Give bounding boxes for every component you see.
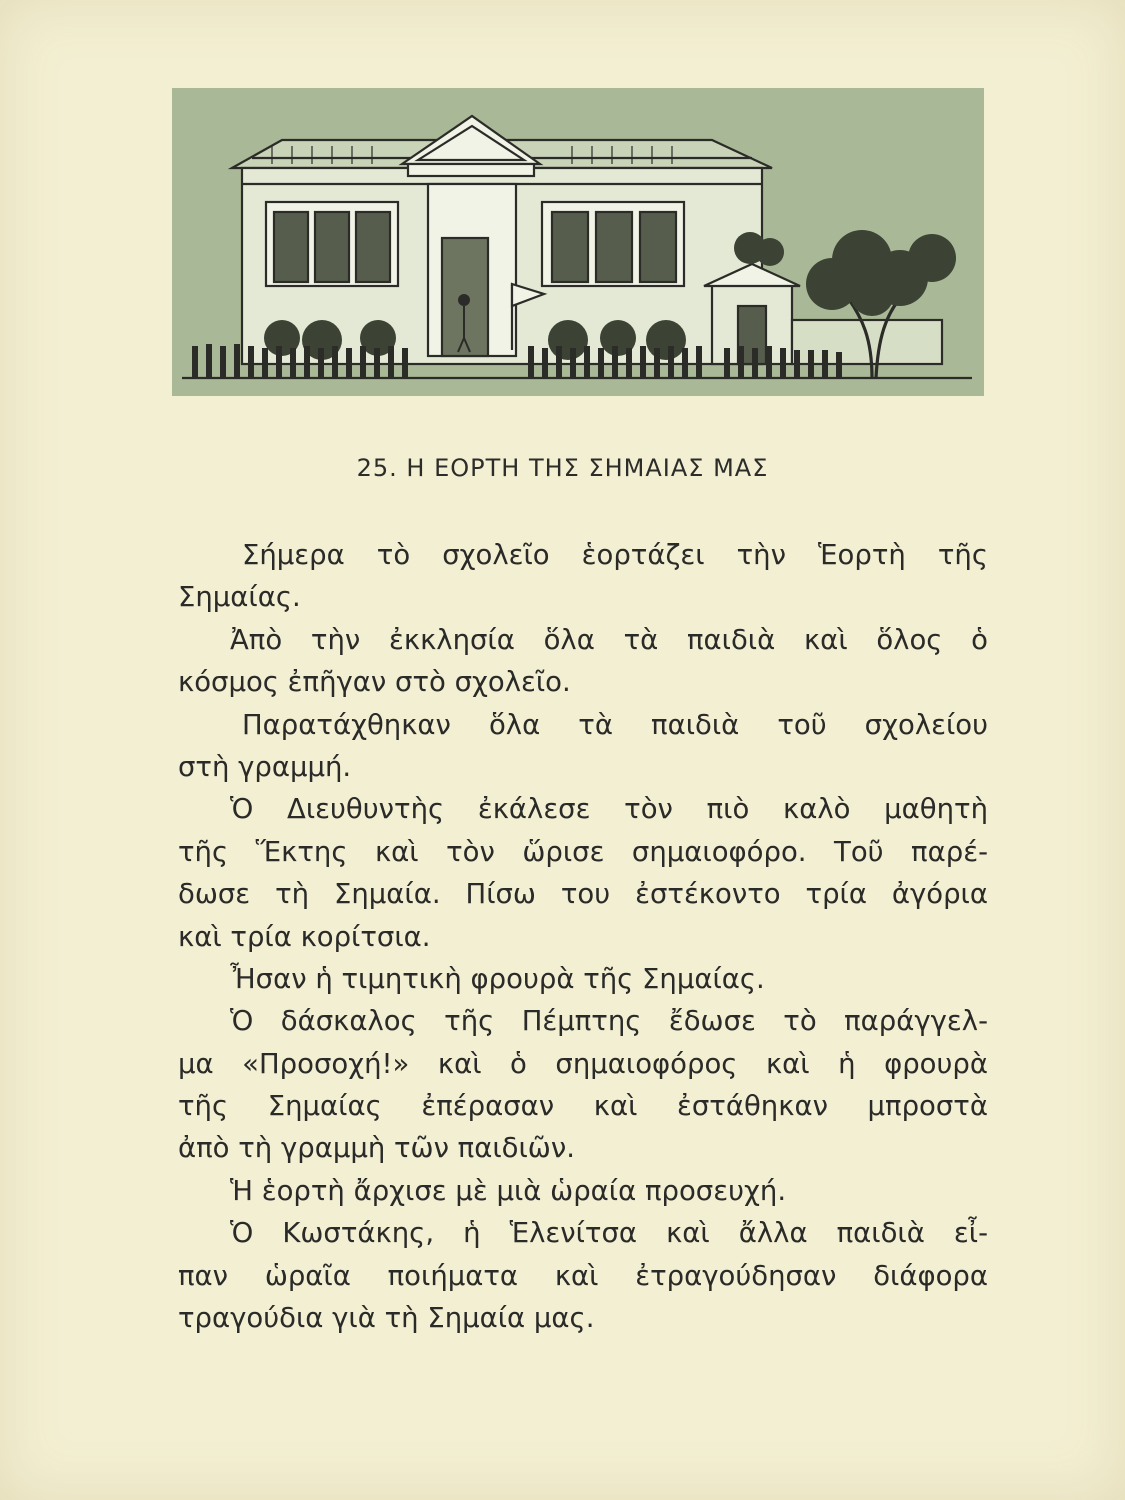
text-line: δωσε τὴ Σημαία. Πίσω του ἐστέκοντο τρία ἀγόρια	[178, 878, 988, 911]
text-line: κόσμος ἐπῆγαν στὸ σχολεῖο.	[178, 666, 571, 699]
school-illustration	[172, 88, 984, 396]
text-line: Ἦσαν ἡ τιμητικὴ φρουρὰ τῆς Σημαίας.	[230, 962, 765, 995]
text-line: τραγούδια γιὰ τὴ Σημαία μας.	[178, 1302, 595, 1335]
school-building-drawing	[172, 88, 984, 396]
text-line: τῆς Σημαίας ἐπέρασαν καὶ ἐστάθηκαν μπροστὰ	[178, 1090, 988, 1123]
text-line: Ἀπὸ τὴν ἐκκλησία ὅλα τὰ παιδιὰ καὶ ὅλος ὁ	[230, 623, 988, 656]
text-line: στὴ γραμμή.	[178, 750, 352, 783]
text-line: Ὁ δάσκαλος τῆς Πέμπτης ἔδωσε τὸ παράγγελ-	[230, 1005, 988, 1038]
lesson-text	[178, 534, 988, 1339]
text-line: Ὁ Διευθυντὴς ἐκάλεσε τὸν πιὸ καλὸ μαθητὴ	[230, 793, 988, 826]
text-line: Σήμερα τὸ σχολεῖο ἑορτάζει τὴν Ἑορτὴ τῆς	[242, 539, 988, 571]
text-line: τῆς Ἕκτης καὶ τὸν ὥρισε σημαιοφόρο. Τοῦ παρέ-	[178, 835, 988, 868]
text-line: παν ὡραῖα ποιήματα καὶ ἐτραγούδησαν διάφορα	[178, 1259, 988, 1292]
text-line: Παρατάχθηκαν ὅλα τὰ παιδιὰ τοῦ σχολείου	[242, 708, 988, 741]
text-line: μα «Προσοχή!» καὶ ὁ σημαιοφόρος καὶ ἡ φρουρὰ	[178, 1047, 988, 1080]
text-line: Ὁ Κωστάκης, ἡ Ἑλενίτσα καὶ ἄλλα παιδιὰ εἶ-	[230, 1217, 988, 1250]
chapter-title: 25. Η ΕΟΡΤΗ ΤΗΣ ΣΗΜΑΙΑΣ ΜΑΣ	[356, 454, 769, 482]
text-line: Ἡ ἑορτὴ ἄρχισε μὲ μιὰ ὡραία προσευχή.	[230, 1174, 787, 1207]
text-line: ἀπὸ τὴ γραμμὴ τῶν παιδιῶν.	[178, 1132, 575, 1165]
text-line: Σημαίας.	[178, 581, 301, 614]
text-line: καὶ τρία κορίτσια.	[178, 920, 431, 953]
